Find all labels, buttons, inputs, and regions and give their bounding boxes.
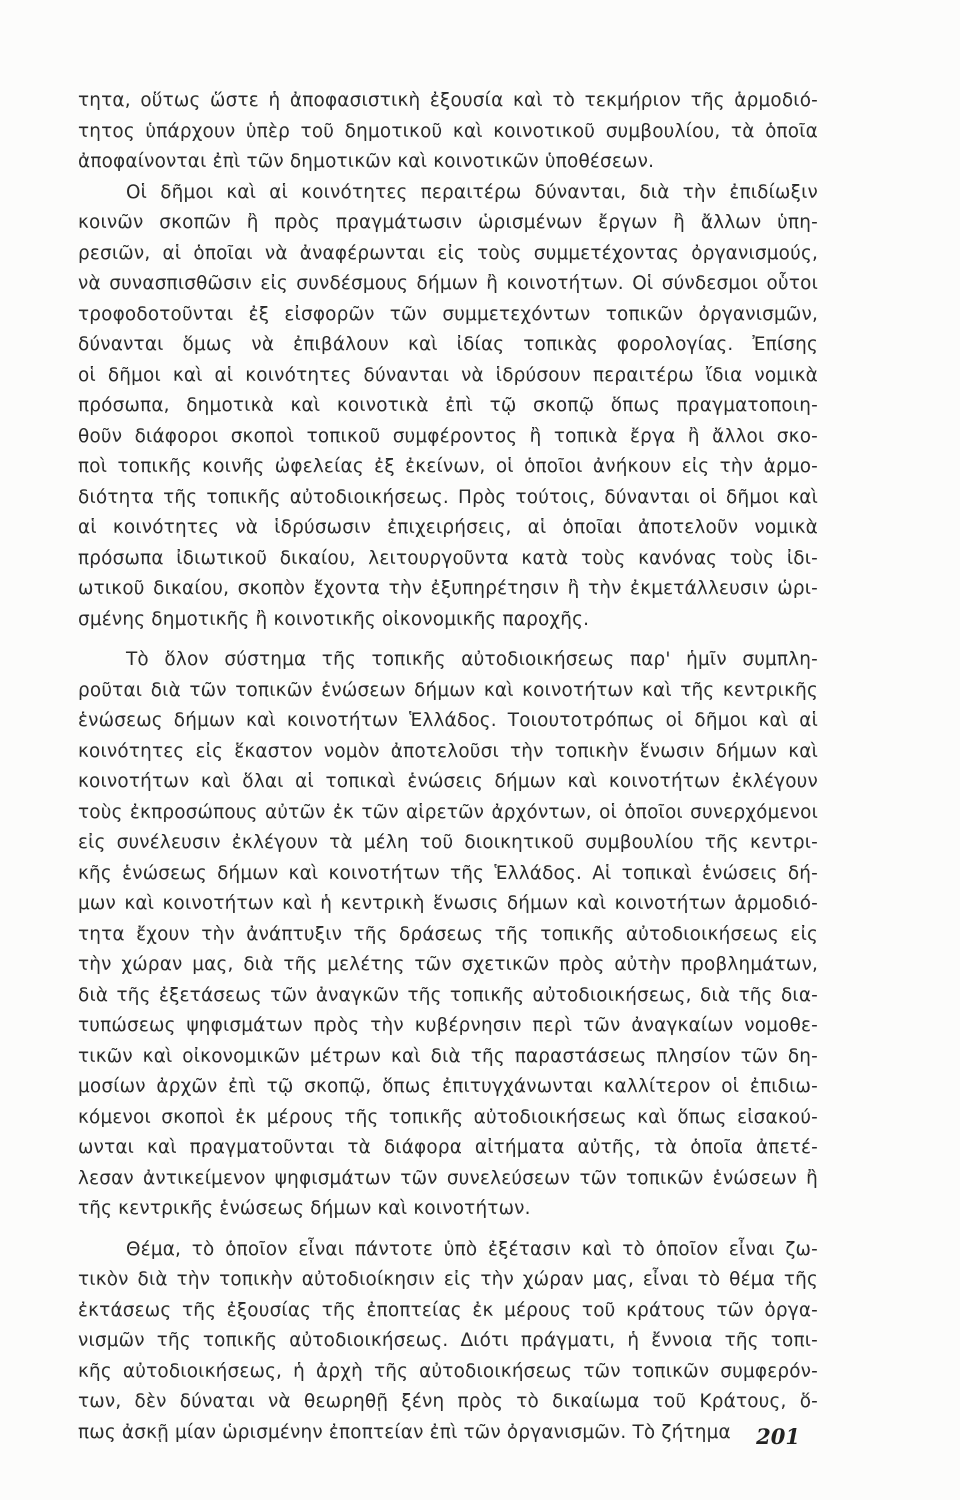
text-line: λεσαν ἀντικείμενον ψηφισμάτων τῶν συνελεύσεων τῶν τοπικῶν ἑνώσεων ἢ [78,1167,818,1189]
text-line: εἰς συνέλευσιν ἐκλέγουν τὰ μέλη τοῦ διοικητικοῦ συμβουλίου τῆς κεντρι- [78,832,818,853]
text-line: ωτικοῦ δικαίου, σκοπὸν ἔχοντα τὴν ἐξυπηρέτησιν ἢ τὴν ἐκμετάλλευσιν ὡρι- [78,578,818,599]
text-line: ποὶ τοπικῆς κοινῆς ὠφελείας ἐξ ἐκείνων, οἱ ὁποῖοι ἀνήκουν εἰς τὴν ἁρμο- [78,456,818,477]
paragraph [78,86,818,178]
text-line: κῆς ἑνώσεως δήμων καὶ κοινοτήτων τῆς Ἑλλάδος. Αἱ τοπικαὶ ἑνώσεις δή- [78,862,818,884]
text-line: τικῶν καὶ οἰκονομικῶν μέτρων καὶ διὰ τῆς παραστάσεως πλησίον τῶν δη- [78,1045,818,1067]
text-line: μοσίων ἀρχῶν ἐπὶ τῷ σκοπῷ, ὅπως ἐπιτυγχάνωνται καλλίτερον οἱ ἐπιδιω- [78,1076,818,1097]
text-line: νισμῶν τῆς τοπικῆς αὐτοδιοικήσεως. Διότι πράγματι, ἡ ἔννοια τῆς τοπι- [78,1330,818,1351]
text-line: των, δὲν δύναται νὰ θεωρηθῇ ξένη πρὸς τὸ δικαίωμα τοῦ Κράτους, ὅ- [78,1391,818,1412]
text-line: τροφοδοτοῦνται ἐξ εἰσφορῶν τῶν συμμετεχόντων τοπικῶν ὀργανισμῶν, [78,303,818,325]
text-line: νὰ συνασπισθῶσιν εἰς συνδέσμους δήμων ἢ κοινοτήτων. Οἱ σύνδεσμοι οὗτοι [78,273,818,294]
text-line: ωνται καὶ πραγματοῦνται τὰ διάφορα αἰτήματα αὐτῆς, τὰ ὁποῖα ἀπετέ- [78,1137,818,1158]
text-line: κοινοτήτων καὶ ὅλαι αἱ τοπικαὶ ἑνώσεις δήμων καὶ κοινοτήτων ἐκλέγουν [78,771,818,792]
text-line: Τὸ ὅλον σύστημα τῆς τοπικῆς αὐτοδιοικήσεως παρ' ἡμῖν συμπλη- [126,649,818,670]
text-line: κοινότητες εἰς ἕκαστον νομὸν ἀποτελοῦσι τὴν τοπικὴν ἕνωσιν δήμων καὶ [78,740,818,762]
page-number: 201 [756,1424,800,1449]
text-line: τητος ὑπάρχουν ὑπὲρ τοῦ δημοτικοῦ καὶ κοινοτικοῦ συμβουλίου, τὰ ὁποῖα [78,120,818,142]
paragraph [78,1235,818,1449]
text-line: ἑνώσεως δήμων καὶ κοινοτήτων Ἑλλάδος. Τοιουτοτρόπως οἱ δῆμοι καὶ αἱ [78,710,818,731]
paragraph [78,178,818,636]
text-line: πως ἀσκῇ μίαν ὡρισμένην ἐποπτείαν ἐπὶ τῶν ὀργανισμῶν. Τὸ ζήτημα [78,1421,731,1443]
text-line: κῆς αὐτοδιοικήσεως, ἡ ἀρχὴ τῆς αὐτοδιοικήσεως τῶν τοπικῶν συμφερόν- [78,1360,818,1382]
text-line: πρόσωπα ἰδιωτικοῦ δικαίου, λειτουργοῦντα κατὰ τοὺς κανόνας τοὺς ἰδι- [78,547,818,569]
text-line: τοὺς ἐκπροσώπους αὐτῶν ἐκ τῶν αἱρετῶν ἀρχόντων, οἱ ὁποῖοι συνερχόμενοι [78,801,818,823]
text-line: Οἱ δῆμοι καὶ αἱ κοινότητες περαιτέρω δύνανται, διὰ τὴν ἐπιδίωξιν [126,181,818,203]
text-line: δύνανται ὅμως νὰ ἐπιβάλουν καὶ ἰδίας τοπικὰς φορολογίας. Ἐπίσης [78,334,818,355]
text-line: κόμενοι σκοποὶ ἐκ μέρους τῆς τοπικῆς αὐτοδιοικήσεως καὶ ὅπως εἰσακού- [78,1106,818,1128]
text-line: τητα, οὕτως ὥστε ἡ ἀποφασιστικὴ ἐξουσία καὶ τὸ τεκμήριον τῆς ἁρμοδιό- [78,90,818,111]
text-line: Θέμα, τὸ ὁποῖον εἶναι πάντοτε ὑπὸ ἐξέτασιν καὶ τὸ ὁποῖον εἶναι ζω- [126,1238,818,1260]
text-line: διότητα τῆς τοπικῆς αὐτοδιοικήσεως. Πρὸς τούτοις, δύνανται οἱ δῆμοι καὶ [78,486,818,508]
text-line: σμένης δημοτικῆς ἢ κοινοτικῆς οἰκονομικῆς παροχῆς. [78,608,590,630]
paragraph-gap [78,635,818,645]
text-line: ρεσιῶν, αἱ ὁποῖαι νὰ ἀναφέρωνται εἰς τοὺς συμμετέχοντας ὀργανισμούς, [78,242,818,264]
text-line: τητα ἔχουν τὴν ἀνάπτυξιν τῆς δράσεως τῆς τοπικῆς αὐτοδιοικήσεως εἰς [78,923,818,945]
text-line: τυπώσεως ψηφισμάτων πρὸς τὴν κυβέρνησιν περὶ τῶν ἀναγκαίων νομοθε- [78,1015,818,1036]
text-line: ἀποφαίνονται ἐπὶ τῶν δημοτικῶν καὶ κοινοτικῶν ὑποθέσεων. [78,151,655,172]
text-line: ροῦται διὰ τῶν τοπικῶν ἑνώσεων δήμων καὶ κοινοτήτων καὶ τῆς κεντρικῆς [78,679,818,701]
text-line: θοῦν διάφοροι σκοποὶ τοπικοῦ συμφέροντος ἢ τοπικὰ ἔργα ἢ ἄλλοι σκο- [78,425,818,447]
text-line: ἐκτάσεως τῆς ἐξουσίας τῆς ἐποπτείας ἐκ μέρους τοῦ κράτους τῶν ὀργα- [78,1299,818,1321]
paragraph-gap [78,1225,818,1235]
text-line: οἱ δῆμοι καὶ αἱ κοινότητες δύνανται νὰ ἱδρύσουν περαιτέρω ἴδια νομικὰ [78,364,818,386]
paragraph [78,645,818,1225]
text-line: μων καὶ κοινοτήτων καὶ ἡ κεντρικὴ ἕνωσις δήμων καὶ κοινοτήτων ἁρμοδιό- [78,893,818,914]
body-text [78,86,818,1448]
text-line: τικὸν διὰ τὴν τοπικὴν αὐτοδιοίκησιν εἰς τὴν χώραν μας, εἶναι τὸ θέμα τῆς [78,1269,818,1290]
text-line: αἱ κοινότητες νὰ ἱδρύσωσιν ἐπιχειρήσεις, αἱ ὁποῖαι ἀποτελοῦν νομικὰ [78,517,818,538]
text-line: διὰ τῆς ἐξετάσεως τῶν ἀναγκῶν τῆς τοπικῆς αὐτοδιοικήσεως, διὰ τῆς δια- [78,984,818,1006]
text-line: τὴν χώραν μας, διὰ τῆς μελέτης τῶν σχετικῶν πρὸς αὐτὴν προβλημάτων, [78,954,818,975]
text-line: τῆς κεντρικῆς ἑνώσεως δήμων καὶ κοινοτήτων. [78,1198,531,1219]
text-line: πρόσωπα, δημοτικὰ καὶ κοινοτικὰ ἐπὶ τῷ σκοπῷ ὅπως πραγματοποιη- [78,395,818,416]
text-line: κοινῶν σκοπῶν ἢ πρὸς πραγμάτωσιν ὡρισμένων ἔργων ἢ ἄλλων ὑπη- [78,212,818,233]
